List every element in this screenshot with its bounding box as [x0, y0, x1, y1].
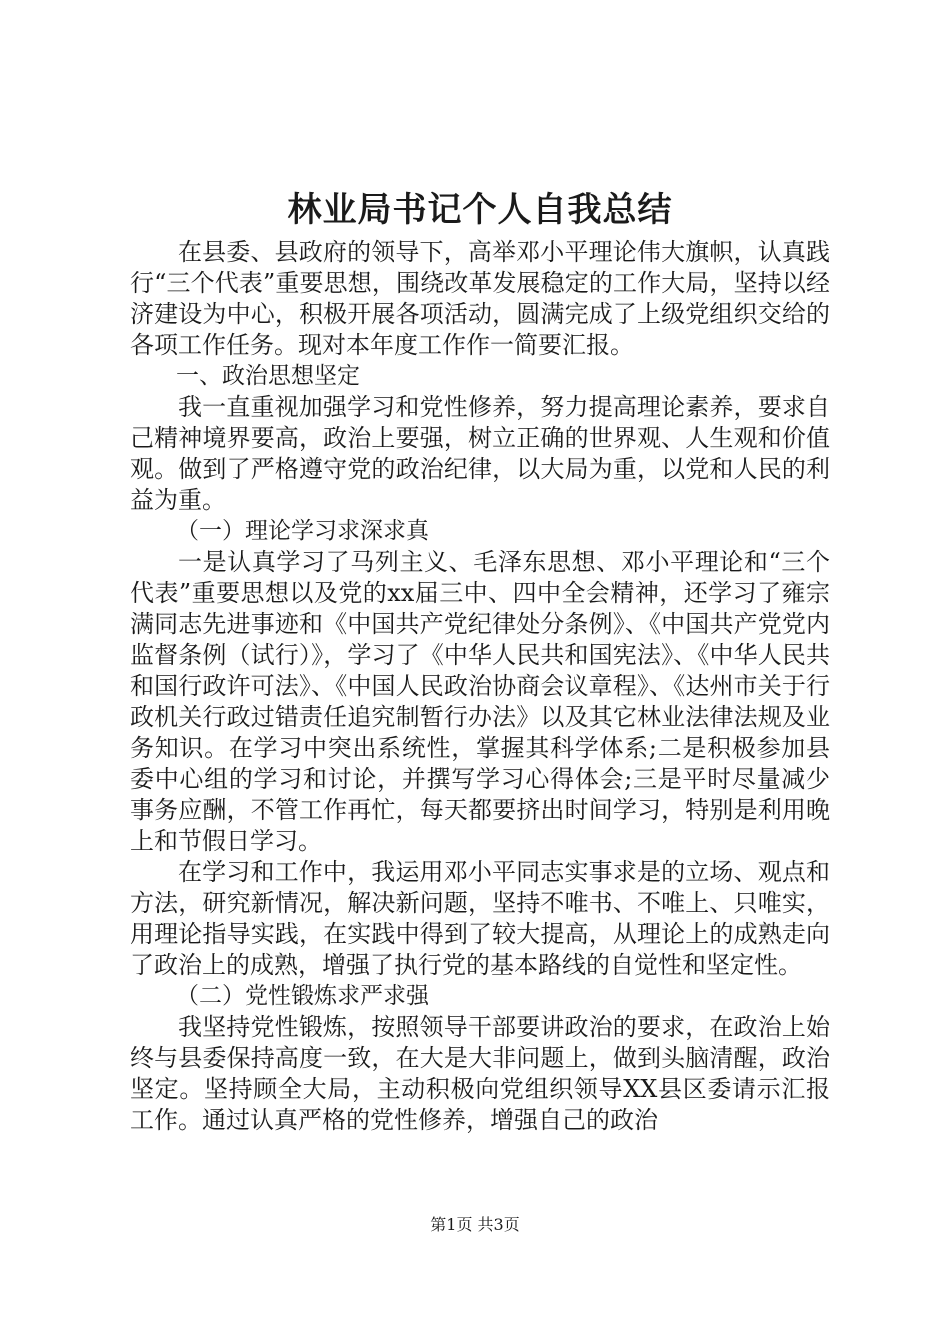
paragraph-study-application: 在学习和工作中，我运用邓小平同志实事求是的立场、观点和方法，研究新情况，解决新问题，坚持不唯书、不唯上、只唯实，用理论指导实践，在实践中得到了较大提高，从理论上的成熟走向了政治上的成熟，增强了执行党的基本路线的自觉性和坚定性。: [130, 858, 830, 979]
subsection-heading-theory-study: （一）理论学习求深求真: [176, 518, 429, 544]
section-heading-political: 一、政治思想坚定: [176, 363, 360, 389]
intro-paragraph: 在县委、县政府的领导下，高举邓小平理论伟大旗帜，认真践行“三个代表”重要思想，围绕改革发展稳定的工作大局，坚持以经济建设为中心，积极开展各项活动，圆满完成了上级党组织交给的各项工作任务。现对本年度工作作一简要汇报。: [130, 238, 830, 359]
subsection-heading-party-training: （二）党性锻炼求严求强: [176, 983, 429, 1009]
page-footer: 第1页 共3页: [430, 1215, 520, 1234]
paragraph-party-training: 我坚持党性锻炼，按照领导干部要讲政治的要求，在政治上始终与县委保持高度一致，在大是大非问题上，做到头脑清醒，政治坚定。坚持顾全大局，主动积极向党组织领导XX县区委请示汇报工作。通过认真严格的党性修养，增强自己的政治: [130, 1013, 830, 1134]
paragraph-theory-study: 一是认真学习了马列主义、毛泽东思想、邓小平理论和“三个代表”重要思想以及党的xx届三中、四中全会精神，还学习了雍宗满同志先进事迹和《中国共产党纪律处分条例》、《中国共产党党内监督条例（试行）》，学习了《中华人民共和国宪法》、《中华人民共和国行政许可法》、《中国人民政治协商会议章程》、《达州市关于行政机关行政过错责任追究制暂行办法》以及其它林业法律法规及业务知识。在学习中突出系统性，掌握其科学体系;二是积极参加县委中心组的学习和讨论，并撰写学习心得体会;三是平时尽量减少事务应酬，不管工作再忙，每天都要挤出时间学习，特别是利用晚上和节假日学习。: [130, 548, 830, 855]
document-title: 林业局书记个人自我总结: [287, 190, 673, 230]
document-page: [130, 185, 830, 1136]
paragraph-political-overview: 我一直重视加强学习和党性修养，努力提高理论素养，要求自己精神境界要高，政治上要强，树立正确的世界观、人生观和价值观。做到了严格遵守党的政治纪律，以大局为重，以党和人民的利益为重。: [130, 393, 830, 514]
